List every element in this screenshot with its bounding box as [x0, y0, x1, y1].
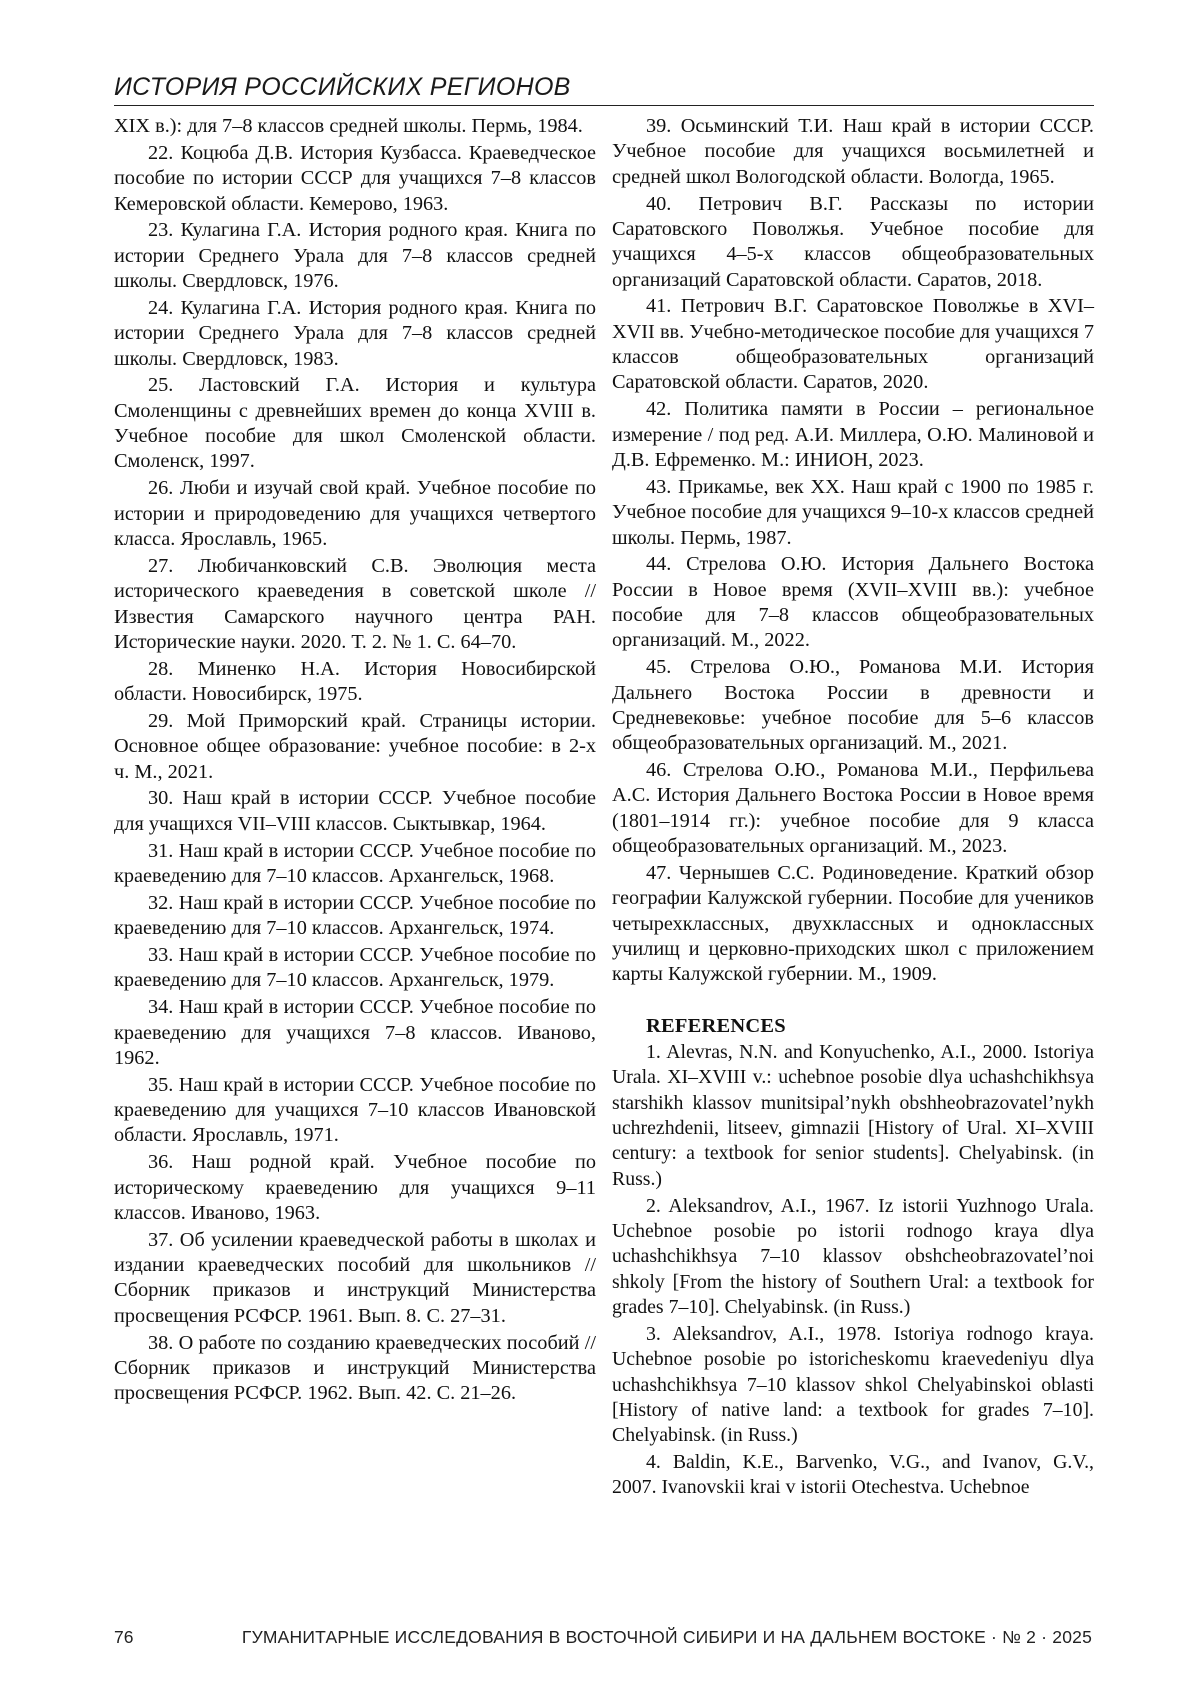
bibliography-entry: 39. Осьминский Т.И. Наш край в истории СССР. Учебное пособие для учащихся восьмилетней и средней школ Вологодской области. Вологда, 1965. — [612, 115, 1094, 188]
bibliography-entry: 28. Миненко Н.А. История Новосибирской области. Новосибирск, 1975. — [114, 657, 596, 706]
bibliography-entry: 45. Стрелова О.Ю., Романова М.И. История Дальнего Востока России в древности и Средневековье: учебное пособие для 5–6 классов общеобразовательных организаций. М., 2021. — [612, 656, 1094, 755]
reference-entry: 1. Alevras, N.N. and Konyuchenko, A.I., 2000. Istoriya Urala. XI–XVIII v.: uchebnoe posobie dlya uchashchikhsya starshikh klassov munitsipal’nykh obshheobrazovatel’nykh uchrezhdenii, litseev, gimnazii [History of Ural. XI–XVIII century: a textbook for senior students]. Chelyabinsk. (in Russ.) — [612, 1041, 1094, 1190]
bibliography-entry: 32. Наш край в истории СССР. Учебное пособие по краеведению для 7–10 классов. Архангельск, 1974. — [114, 891, 596, 940]
bibliography-entry: 26. Люби и изучай свой край. Учебное пособие по истории и природоведению для учащихся четвертого класса. Ярославль, 1965. — [114, 477, 596, 550]
bibliography-entry: XIX в.): для 7–8 классов средней школы. Пермь, 1984. — [114, 115, 583, 137]
bibliography-entry: 38. О работе по созданию краеведческих пособий // Сборник приказов и инструкций Министерства просвещения РСФСР. 1962. Вып. 42. С. 21–26. — [114, 1331, 596, 1405]
bibliography-entry: 43. Прикамье, век ХХ. Наш край с 1900 по 1985 г. Учебное пособие для учащихся 9–10-х классов средней школы. Пермь, 1987. — [612, 475, 1094, 549]
bibliography-entry: 40. Петрович В.Г. Рассказы по истории Саратовского Поволжья. Учебное пособие для учащихся 4–5-х классов общеобразовательных организаций Саратовской области. Саратов, 2018. — [612, 192, 1094, 291]
bibliography-entry: 22. Коцюба Д.В. История Кузбасса. Краеведческое пособие по истории СССР для учащихся 7–8 классов Кемеровской области. Кемерово, 1963. — [114, 141, 596, 215]
bibliography-entry: 42. Политика памяти в России – региональное измерение / под ред. А.И. Миллера, О.Ю. Малиновой и Д.В. Ефременко. М.: ИНИОН, 2023. — [612, 398, 1094, 471]
left-column — [114, 114, 596, 1408]
header-rule — [114, 105, 1094, 106]
bibliography-entry: 34. Наш край в истории СССР. Учебное пособие по краеведению для учащихся 7–8 классов. Иваново, 1962. — [114, 996, 596, 1069]
bibliography-entry: 27. Любичанковский С.В. Эволюция места исторического краеведения в советской школе // Известия Самарского научного центра РАН. Исторические науки. 2020. Т. 2. № 1. С. 64–70. — [114, 554, 596, 653]
bibliography-entry: 25. Ластовский Г.А. История и культура Смоленщины с древнейших времен до конца XVIII в. Учебное пособие для школ Смоленской области. Смоленск, 1997. — [114, 374, 596, 473]
bibliography-entry: 46. Стрелова О.Ю., Романова М.И., Перфильева А.С. История Дальнего Востока России в Новое время (1801–1914 гг.): учебное пособие для 9 класса общеобразовательных организаций. М., 2023. — [612, 759, 1094, 858]
bibliography-entry: 31. Наш край в истории СССР. Учебное пособие по краеведению для 7–10 классов. Архангельск, 1968. — [114, 839, 596, 887]
journal-title: ГУМАНИТАРНЫЕ ИССЛЕДОВАНИЯ В ВОСТОЧНОЙ СИБИРИ И НА ДАЛЬНЕМ ВОСТОКЕ · № 2 · 2025 — [241, 1627, 1092, 1647]
bibliography-entry: 36. Наш родной край. Учебное пособие по историческому краеведению для учащихся 9–11 классов. Иваново, 1963. — [114, 1151, 596, 1224]
page-number: 76 — [114, 1627, 134, 1647]
bibliography-entry: 24. Кулагина Г.А. История родного края. Книга по истории Среднего Урала для 7–8 классов средней школы. Свердловск, 1983. — [114, 296, 596, 370]
bibliography-entry: 30. Наш край в истории СССР. Учебное пособие для учащихся VII–VIII классов. Сыктывкар, 1964. — [114, 787, 596, 835]
running-header: ИСТОРИЯ РОССИЙСКИХ РЕГИОНОВ — [114, 73, 571, 101]
reference-entry: 2. Aleksandrov, A.I., 1967. Iz istorii Yuzhnogo Urala. Uchebnoe posobie po istorii rodnogo kraya dlya uchashchikhsya 7–10 klassov obshcheobrazovatel’noi shkoly [From the history of Southern Ural: a textbook for grades 7–10]. Chelyabinsk. (in Russ.) — [612, 1194, 1094, 1318]
bibliography-entry: 23. Кулагина Г.А. История родного края. Книга по истории Среднего Урала для 7–8 классов средней школы. Свердловск, 1976. — [114, 219, 596, 293]
bibliography-entry: 44. Стрелова О.Ю. История Дальнего Востока России в Новое время (XVII–XVIII вв.): учебное пособие для 7–8 классов общеобразовательных организаций. М., 2022. — [612, 553, 1094, 652]
references-heading: REFERENCES — [646, 1014, 786, 1037]
bibliography-entry: 37. Об усилении краеведческой работы в школах и издании краеведческих пособий для школьников // Сборник приказов и инструкций Министерства просвещения РСФСР. 1961. Вып. 8. С. 27–31. — [114, 1228, 596, 1327]
reference-entry: 4. Baldin, K.E., Barvenko, V.G., and Ivanov, G.V., 2007. Ivanovskii krai v istorii Otechestva. Uchebnoe — [612, 1451, 1094, 1499]
bibliography-entry: 47. Чернышев С.С. Родиноведение. Краткий обзор географии Калужской губернии. Пособие для учеников четырехклассных, двухклассных и одноклассных училищ и церковно-приходских школ с приложением карты Калужской губернии. М., 1909. — [612, 861, 1094, 986]
bibliography-entry: 35. Наш край в истории СССР. Учебное пособие по краеведению для учащихся 7–10 классов Ивановской области. Ярославль, 1971. — [114, 1073, 596, 1147]
bibliography-entry: 41. Петрович В.Г. Саратовское Поволжье в XVI–XVII вв. Учебно-методическое пособие для учащихся 7 классов общеобразовательных организаций Саратовской области. Саратов, 2020. — [612, 295, 1094, 394]
bibliography-entry: 29. Мой Приморский край. Страницы истории. Основное общее образование: учебное пособие: в 2-х ч. М., 2021. — [114, 709, 596, 783]
bibliography-entry: 33. Наш край в истории СССР. Учебное пособие по краеведению для 7–10 классов. Архангельск, 1979. — [114, 944, 596, 992]
reference-entry: 3. Aleksandrov, A.I., 1978. Istoriya rodnogo kraya. Uchebnoe posobie po istoricheskomu kraevedeniyu dlya uchashchikhsya 7–10 klassov shkol Chelyabinskoi oblasti [History of native land: a textbook for grades 7–10]. Chelyabinsk. (in Russ.) — [612, 1322, 1094, 1447]
right-column — [612, 114, 1094, 1502]
